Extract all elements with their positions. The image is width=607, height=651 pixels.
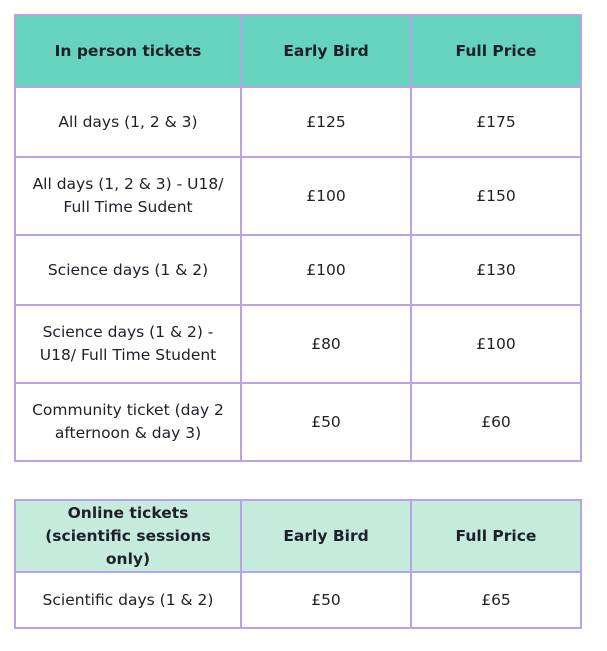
table-row — [15, 572, 581, 628]
early-bird-price-cell: £50 — [241, 383, 411, 461]
early-bird-price-cell: £80 — [241, 305, 411, 383]
ticket-type-cell: Scientific days (1 & 2) — [15, 572, 241, 628]
early-bird-price-cell: £50 — [241, 572, 411, 628]
full-price-header: Full Price — [411, 15, 581, 87]
table-row — [15, 383, 581, 461]
table-row — [15, 235, 581, 305]
early-bird-price-cell: £100 — [241, 157, 411, 235]
full-price-cell: £175 — [411, 87, 581, 157]
table-row — [15, 87, 581, 157]
early-bird-price-cell: £125 — [241, 87, 411, 157]
ticket-type-cell: All days (1, 2 & 3) - U18/ Full Time Sudent — [15, 157, 241, 235]
online-tickets-table — [14, 499, 582, 629]
table-row — [15, 305, 581, 383]
ticket-type-cell: Science days (1 & 2) — [15, 235, 241, 305]
early-bird-header: Early Bird — [241, 500, 411, 572]
ticket-type-header: In person tickets — [15, 15, 241, 87]
early-bird-header: Early Bird — [241, 15, 411, 87]
full-price-cell: £150 — [411, 157, 581, 235]
ticket-type-cell: All days (1, 2 & 3) — [15, 87, 241, 157]
ticket-type-cell: Science days (1 & 2) - U18/ Full Time Student — [15, 305, 241, 383]
in-person-tickets-table — [14, 14, 582, 462]
ticket-type-cell: Community ticket (day 2 afternoon & day 3) — [15, 383, 241, 461]
early-bird-price-cell: £100 — [241, 235, 411, 305]
full-price-cell: £100 — [411, 305, 581, 383]
table-row — [15, 157, 581, 235]
full-price-cell: £65 — [411, 572, 581, 628]
table-header-row — [15, 500, 581, 572]
ticket-type-header: Online tickets (scientific sessions only) — [15, 500, 241, 572]
full-price-cell: £60 — [411, 383, 581, 461]
full-price-cell: £130 — [411, 235, 581, 305]
full-price-header: Full Price — [411, 500, 581, 572]
table-header-row — [15, 15, 581, 87]
